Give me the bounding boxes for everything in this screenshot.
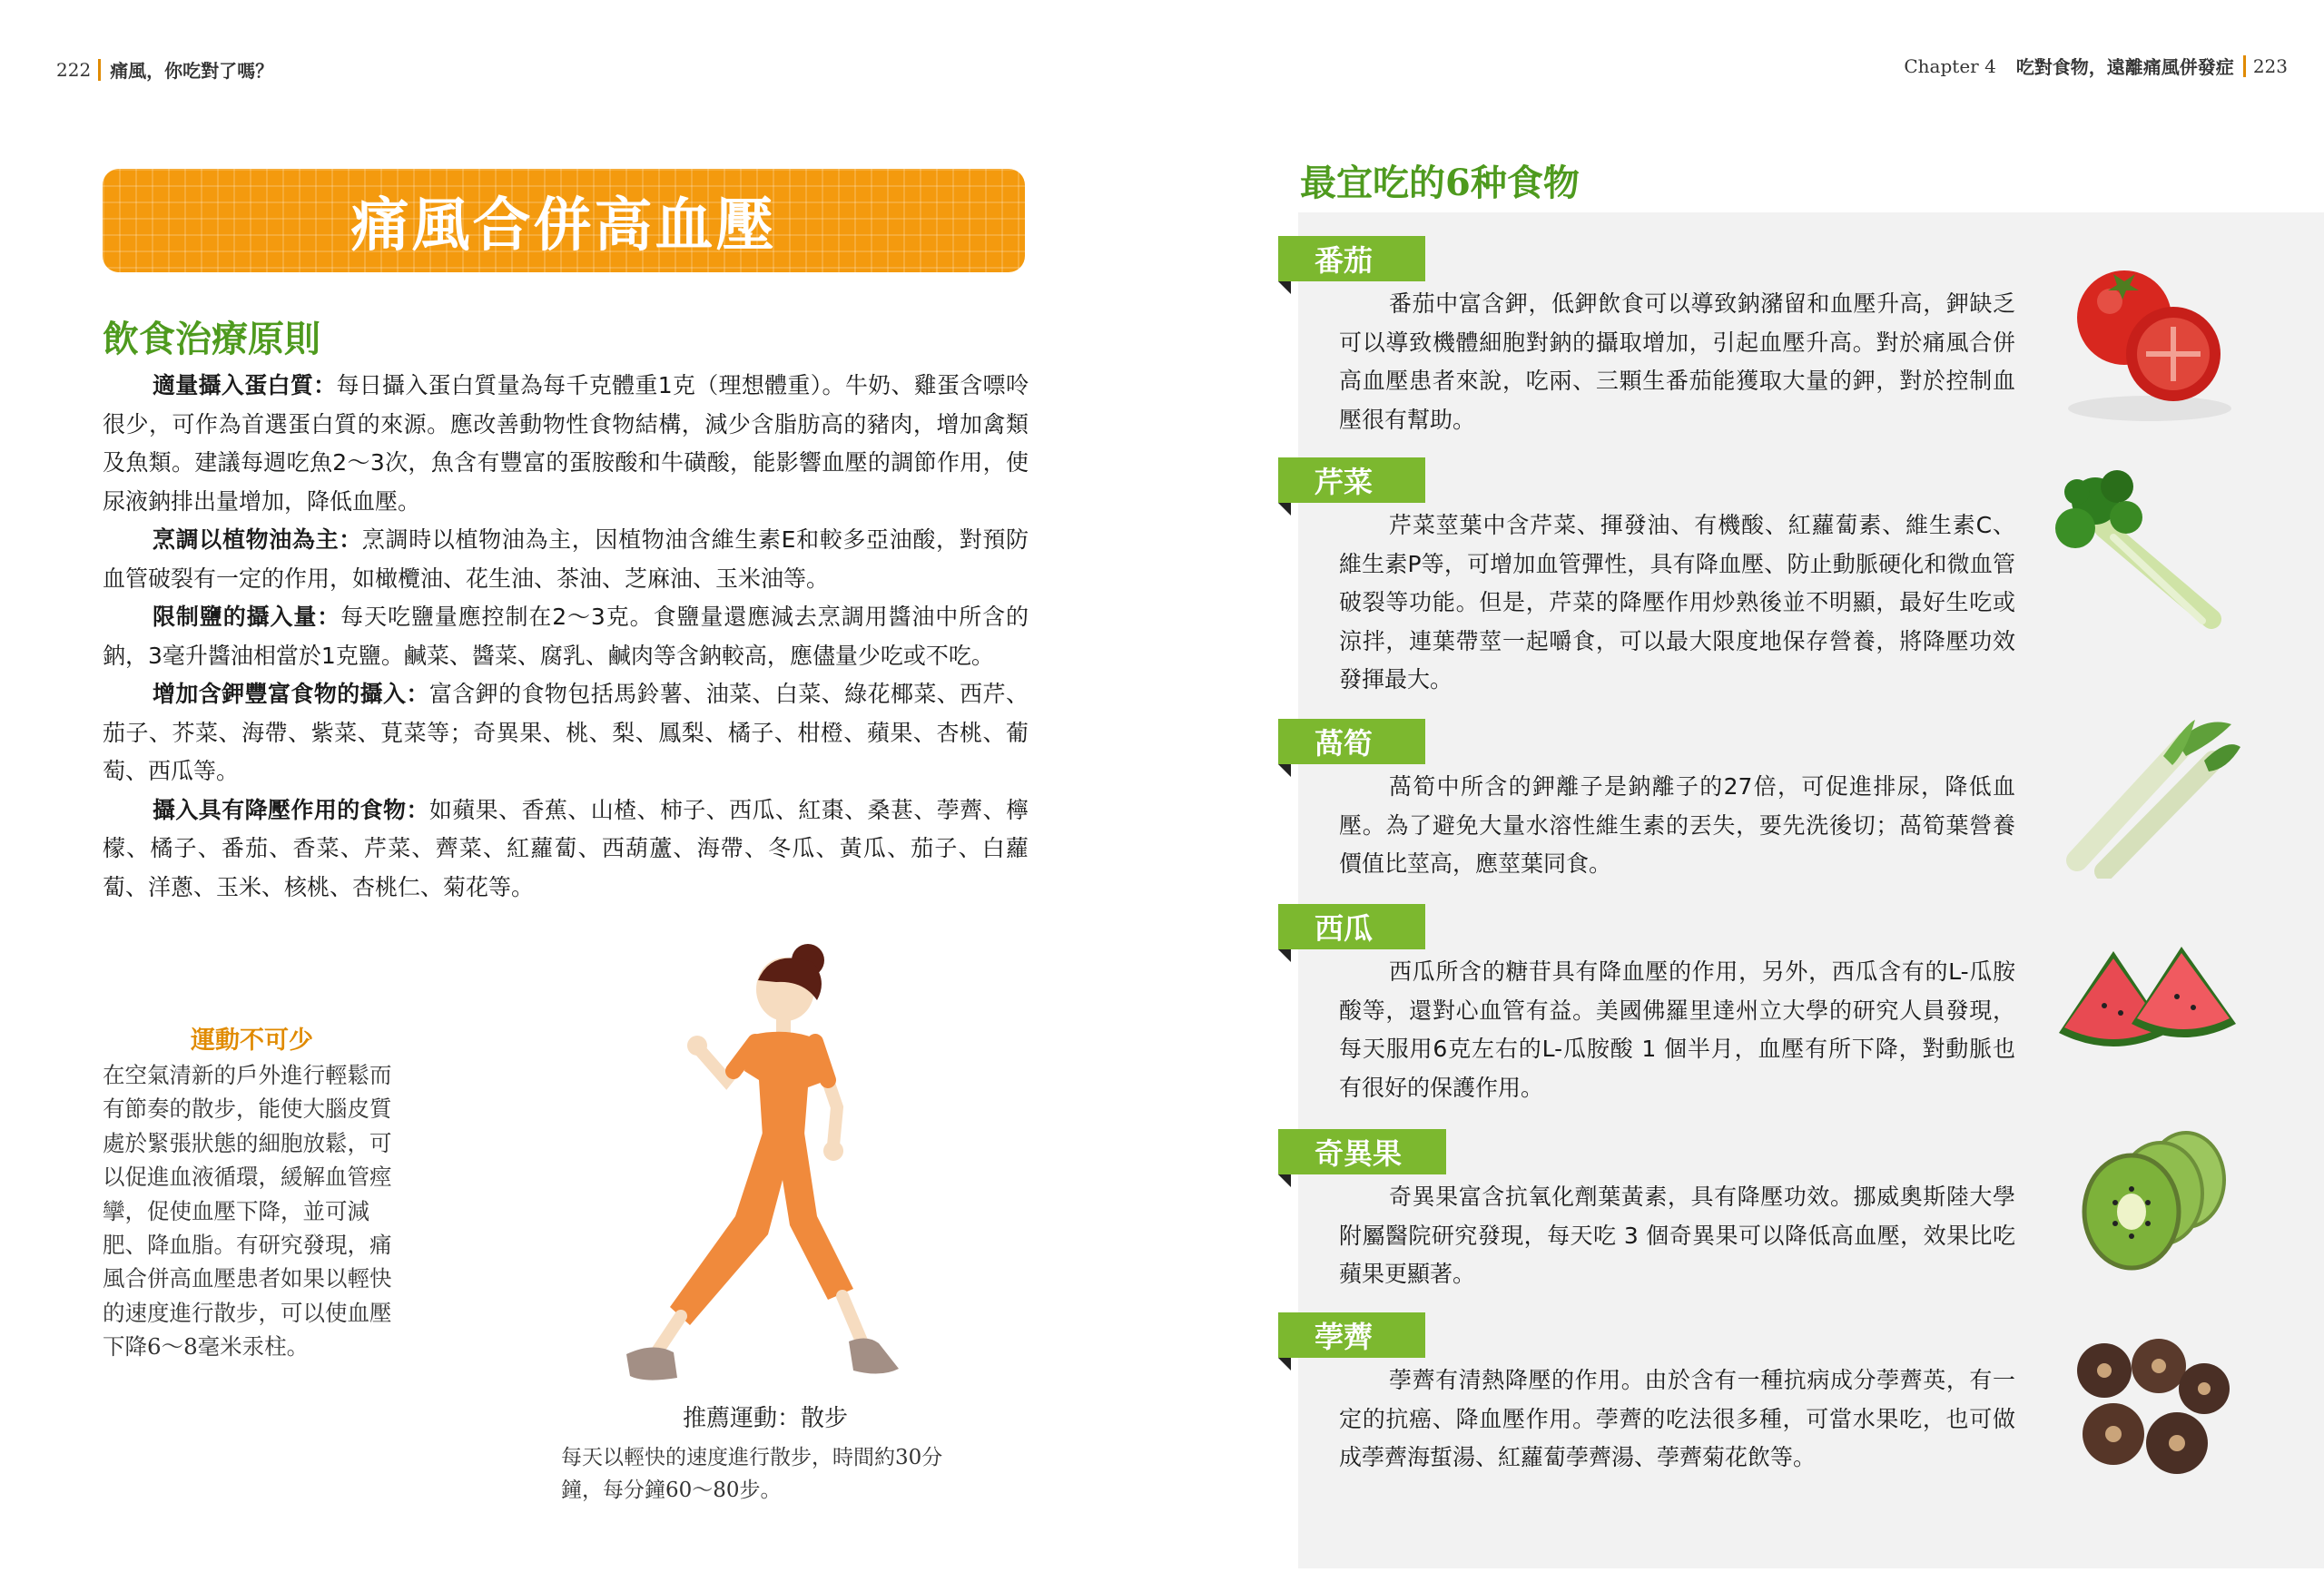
food-description: 荸薺有清熱降壓的作用。由於含有一種抗病成分荸薺英，有一定的抗癌、降血壓作用。荸薺的吃法很多種，可當水果吃，也可做成荸薺海蜇湯、紅蘿蔔荸薺湯、荸薺菊花飲等。 (1339, 1367, 2015, 1470)
section-title-diet: 飲食治療原則 (103, 318, 320, 360)
food-text-kiwi (1339, 1178, 2015, 1294)
food-text-water-chestnut (1339, 1361, 2015, 1478)
food-name: 番茄 (1278, 236, 1425, 281)
caption-text (561, 1441, 988, 1507)
water-chestnut-icon (2050, 1325, 2240, 1498)
exercise-title: 運動不可少 (191, 1027, 313, 1055)
exercise-line: 風合併高血壓患者如果以輕快 (103, 1265, 392, 1292)
paragraph-text: 每天吃鹽量應控制在2～3克。食鹽量還應減去烹調用醬油中所含的鈉，3毫升醬油相當於1克鹽。鹹菜、醬菜、腐乳、鹹肉等含鈉較高，應儘量少吃或不吃。 (103, 604, 1029, 669)
exercise-line: 攣，促使血壓下降，並可減 (103, 1197, 369, 1224)
food-text-lettuce-stem (1339, 768, 2015, 884)
banner-title: 痛風合併高血壓 (350, 192, 777, 260)
title-banner (103, 169, 1025, 272)
tag-corner (1278, 281, 1291, 294)
paragraph-lead: 攝入具有降壓作用的食物： (153, 796, 429, 823)
tomato-icon (2050, 254, 2240, 427)
exercise-line: 的速度進行散步，可以使血壓 (103, 1299, 392, 1326)
tag-corner (1278, 503, 1291, 516)
lettuce-stem-icon (2050, 706, 2240, 879)
exercise-line: 有節奏的散步，能使大腦皮質 (103, 1095, 392, 1123)
paragraph-lead: 烹調以植物油為主： (153, 526, 362, 553)
caption-line: 鐘，每分鐘60～80步。 (561, 1479, 782, 1502)
food-name: 荸薺 (1278, 1312, 1425, 1358)
diet-body (103, 367, 1029, 907)
food-description: 番茄中富含鉀，低鉀飲食可以導致鈉瀦留和血壓升高，鉀缺乏可以導致機體細胞對鈉的攝取增加，引起血壓升高。對於痛風合併高血壓患者來說，吃兩、三顆生番茄能獲取大量的鉀，對於控制血壓很有幫助。 (1339, 290, 2015, 433)
food-description: 西瓜所含的糖苷具有降血壓的作用，另外，西瓜含有的L-瓜胺酸等，還對心血管有益。美國佛羅里達州立大學的研究人員發現，每天服用6克左右的L-瓜胺酸 1 個半月，血壓有所下降，對動脈也有很好的保護作用。 (1339, 958, 2015, 1101)
diet-paragraph (103, 675, 1029, 791)
food-text-celery (1339, 506, 2015, 700)
caption-line: 每天以輕快的速度進行散步，時間約30分 (561, 1446, 943, 1469)
book-title: 痛風，你吃對了嗎？ (110, 60, 274, 82)
diet-paragraph (103, 598, 1029, 675)
walking-woman-illustration (590, 944, 917, 1389)
tag-corner (1278, 949, 1291, 962)
tag-corner (1278, 1174, 1291, 1187)
paragraph-text: 富含鉀的食物包括馬鈴薯、油菜、白菜、綠花椰菜、西芹、茄子、芥菜、海帶、紫菜、莧菜等；奇異果、桃、梨、鳳梨、橘子、柑橙、蘋果、杏桃、葡萄、西瓜等。 (103, 681, 1029, 784)
chapter-label: Chapter 4 (1904, 54, 1996, 77)
paragraph-lead: 適量攝入蛋白質： (153, 372, 337, 398)
exercise-text (103, 1058, 408, 1364)
exercise-line: 下降6～8毫米汞柱。 (103, 1333, 310, 1361)
watermelon-icon (2050, 924, 2240, 1096)
tag-corner (1278, 1358, 1291, 1371)
food-name: 西瓜 (1278, 904, 1425, 949)
food-name: 萵筍 (1278, 719, 1425, 764)
diet-paragraph (103, 791, 1029, 908)
food-description: 萵筍中所含的鉀離子是鈉離子的27倍，可促進排尿，降低血壓。為了避免大量水溶性維生素的丟失，要先洗後切；萵筍葉營養價值比莖高，應莖葉同食。 (1339, 773, 2015, 877)
chapter-title: 吃對食物，遠離痛風併發症 (2015, 56, 2234, 78)
food-name: 奇異果 (1278, 1129, 1446, 1174)
paragraph-text: 烹調時以植物油為主，因植物油含維生素E和較多亞油酸，對預防血管破裂有一定的作用，如橄欖油、花生油、茶油、芝麻油、玉米油等。 (103, 526, 1029, 592)
food-description: 奇異果富含抗氧化劑葉黃素，具有降壓功效。挪威奧斯陸大學附屬醫院研究發現，每天吃 3 個奇異果可以降低高血壓，效果比吃蘋果更顯著。 (1339, 1184, 2015, 1287)
foods-section-title: 最宜吃的6种食物 (1300, 162, 1580, 204)
exercise-line: 肥、降血脂。有研究發現，痛 (103, 1232, 392, 1259)
running-header-right (1904, 53, 2288, 79)
paragraph-lead: 增加含鉀豐富食物的攝入： (153, 681, 429, 707)
kiwi-icon (2050, 1116, 2240, 1289)
diet-paragraph (103, 521, 1029, 598)
food-text-watermelon (1339, 953, 2015, 1107)
paragraph-lead: 限制鹽的攝入量： (153, 604, 341, 630)
paragraph-text: 如蘋果、香蕉、山楂、柿子、西瓜、紅棗、桑葚、荸薺、檸檬、橘子、番茄、香菜、芹菜、薺菜、紅蘿蔔、西葫蘆、海帶、冬瓜、黃瓜、茄子、白蘿蔔、洋蔥、玉米、核桃、杏桃仁、菊花等。 (103, 796, 1029, 900)
tag-corner (1278, 764, 1291, 777)
running-header-left (56, 56, 273, 83)
exercise-line: 以促進血液循環，緩解血管痙 (103, 1164, 392, 1191)
caption-title: 推薦運動：散步 (683, 1405, 849, 1432)
page-number-right: 223 (2243, 55, 2288, 77)
celery-icon (2050, 465, 2240, 637)
exercise-line: 處於緊張狀態的細胞放鬆，可 (103, 1129, 392, 1156)
page-number-left: 222 (56, 59, 101, 81)
exercise-line: 在空氣清新的戶外進行輕鬆而 (103, 1062, 392, 1088)
diet-paragraph (103, 367, 1029, 521)
food-description: 芹菜莖葉中含芹菜、揮發油、有機酸、紅蘿蔔素、維生素C、維生素P等，可增加血管彈性，具有降血壓、防止動脈硬化和微血管破裂等功能。但是，芹菜的降壓作用炒熟後並不明顯，最好生吃或涼拌，連葉帶莖一起嚼食，可以最大限度地保存營養，將降壓功效發揮最大。 (1339, 512, 2015, 693)
food-text-tomato (1339, 285, 2015, 439)
food-name: 芹菜 (1278, 457, 1425, 503)
paragraph-text: 每日攝入蛋白質量為每千克體重1克（理想體重）。牛奶、雞蛋含嘌呤很少，可作為首選蛋白質的來源。應改善動物性食物結構，減少含脂肪高的豬肉，增加禽類及魚類。建議每週吃魚2～3次，魚含有豐富的蛋胺酸和牛磺酸，能影響血壓的調節作用，使尿液鈉排出量增加，降低血壓。 (103, 372, 1029, 515)
